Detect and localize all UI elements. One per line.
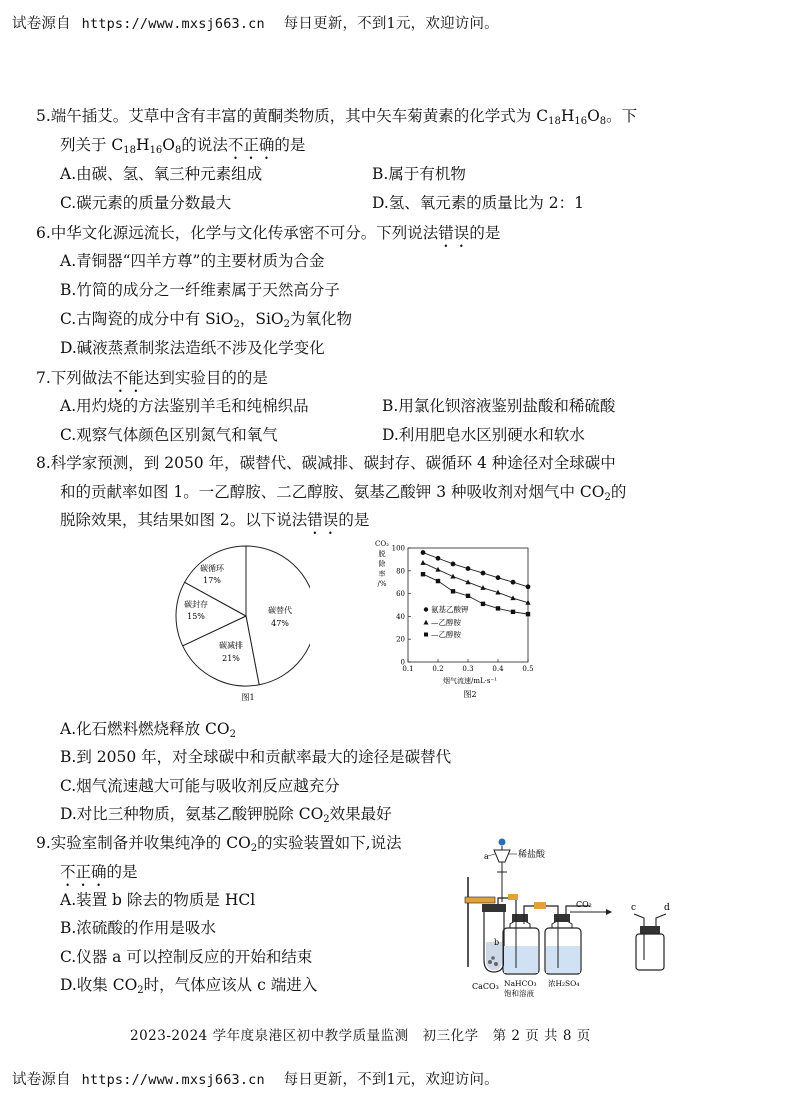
q5-option-b: B.属于有机物 <box>372 165 466 183</box>
label-caco3: CaCO₃ <box>472 982 499 991</box>
funnel-stopper-icon <box>499 839 506 846</box>
chart2-ytick-label: 0 <box>400 658 405 667</box>
figure2-caption: 图2 <box>463 690 477 699</box>
chart2-xtick-label: 0.2 <box>432 665 444 673</box>
chart2-legend-marker <box>424 620 429 625</box>
q5-option-d: D.氢、氧元素的质量比为 2：1 <box>372 194 584 212</box>
chart2-point <box>526 612 530 616</box>
q7-option-a: A.用灼烧的方法鉴别羊毛和纯棉织品 <box>60 397 309 415</box>
bottom-source-label: 试卷源自 <box>12 1072 71 1088</box>
label-nahco3: NaHCO₃ <box>504 979 537 988</box>
chart2-legend-label: 氨基乙酸钾 <box>431 605 469 614</box>
chart2-point <box>496 606 500 610</box>
bottom-slogan: 每日更新，不到1元，欢迎访问。 <box>283 1072 499 1088</box>
q8-stem-line2: 和的贡献率如图 1。一乙醇胺、二乙醇胺、氨基乙酸钾 3 种吸收剂对烟气中 $CO_2$的 <box>60 483 627 503</box>
pie-label-tanxunhuan: 碳循环 <box>200 564 224 573</box>
chart2-point <box>421 572 425 576</box>
q6-stem: 6.中华文化源远流长，化学与文化传承密不可分。下列说法错误的是 <box>36 224 501 242</box>
chart2-ytick-label: 80 <box>396 567 405 576</box>
q8-stem-line1: 8.科学家预测，到 2050 年，碳替代、碳减排、碳封存、碳循环 4 种途径对全球碳中 <box>36 454 616 472</box>
label-d: d <box>664 903 670 913</box>
chart2-legend <box>424 604 469 639</box>
apparatus-diagram <box>448 832 688 1000</box>
chart2-point <box>481 602 485 606</box>
q9-stem-line1: 9.实验室制备并收集纯净的 $CO_2$的实验装置如下,说法 <box>36 834 402 854</box>
chart2-xlabel: 烟气流速/mL·s⁻¹ <box>443 677 497 685</box>
label-c: c <box>631 903 637 913</box>
separatory-funnel-icon <box>494 850 510 862</box>
chart2-legend-label: —乙醇胺 <box>431 630 461 639</box>
q5-stem-line1: 5.端午插艾。艾草中含有丰富的黄酮类物质，其中矢车菊黄素的化学式为 $C_{18}H_{16}O_8$。下 <box>36 107 638 127</box>
q8-stem-line3: 脱除效果，其结果如图 2。以下说法错误的是 <box>60 511 370 529</box>
chart2-ytick-label: 20 <box>396 635 405 644</box>
q9-stem-line2: 不正确的是 <box>60 863 138 881</box>
label-a: a <box>484 852 489 861</box>
chart2-point <box>526 584 531 589</box>
pie-value-tantidai: 47% <box>271 619 289 628</box>
header-url[interactable]: https://www.mxsj663.cn <box>81 16 265 32</box>
chart2-point <box>436 579 440 583</box>
pie-value-tanjianpai: 21% <box>222 654 240 663</box>
label-acid: 稀盐酸 <box>518 850 546 860</box>
q8-option-a: A.化石燃料燃烧释放 $CO_2$ <box>60 720 236 740</box>
chart2-point <box>511 580 516 585</box>
label-h2so4: 浓H₂SO₄ <box>548 979 580 988</box>
chart2-xtick-label: 0.1 <box>402 665 414 673</box>
rubber-stopper-icon <box>482 904 506 912</box>
q7-option-c: C.观察气体颜色区别氮气和氧气 <box>60 426 278 444</box>
q9-option-b: B.浓硫酸的作用是吸水 <box>60 919 216 937</box>
q8-option-d: D.对比三种物质，氨基乙酸钾脱除 $CO_2$效果最好 <box>60 805 392 825</box>
clamp-icon <box>465 897 495 903</box>
q7-option-b: B.用氯化钡溶液鉴别盐酸和稀硫酸 <box>382 397 616 415</box>
chart2-ytick-label: 40 <box>396 612 405 621</box>
chart2-point <box>451 589 455 593</box>
q6-option-d: D.碱液蒸煮制浆法造纸不涉及化学变化 <box>60 339 325 357</box>
label-co2: CO₂ <box>576 900 592 909</box>
q5-stem-line2: 列关于 $C_{18}H_{16}O_8$的说法不正确的是 <box>60 136 306 156</box>
bottom-url[interactable]: https://www.mxsj663.cn <box>81 1072 265 1088</box>
pie-label-tanfengcun: 碳封存 <box>184 600 208 609</box>
q8-option-c: C.烟气流速越大可能与吸收剂反应越充分 <box>60 777 340 795</box>
q8-option-b: B.到 2050 年，对全球碳中和贡献率最大的途径是碳替代 <box>60 748 452 766</box>
page-header <box>12 12 499 33</box>
chart2-legend-marker <box>424 633 428 637</box>
chart2-ylabel-1: CO₂ <box>375 540 389 548</box>
line-chart-figure2 <box>362 536 552 706</box>
chart2-point <box>466 594 470 598</box>
header-slogan: 每日更新，不到1元，欢迎访问。 <box>283 16 499 32</box>
header-source-label: 试卷源自 <box>12 16 71 32</box>
q5-option-c: C.碳元素的质量分数最大 <box>60 194 232 212</box>
page-footer: 2023-2024 学年度泉港区初中教学质量监测 初三化学 第 2 页 共 8 页 <box>130 1028 591 1044</box>
chart2-point <box>466 566 471 571</box>
q7-option-d: D.利用肥皂水区别硬水和软水 <box>382 426 585 444</box>
q5-option-a: A.由碳、氢、氧三种元素组成 <box>60 165 263 183</box>
chart2-point <box>481 571 486 576</box>
collection-bottle-icon <box>636 934 664 970</box>
chart2-point <box>436 556 441 561</box>
q9-option-d: D.收集 $CO_2$时，气体应该从 c 端进入 <box>60 976 318 996</box>
chart2-point <box>451 562 456 567</box>
pie-chart-figure1 <box>170 540 310 705</box>
q9-option-c: C.仪器 a 可以控制反应的开始和结束 <box>60 948 313 966</box>
page-bottom-banner <box>12 1068 499 1089</box>
figure1-caption: 图1 <box>241 693 255 702</box>
label-b: b <box>494 938 500 947</box>
chart2-xtick-label: 0.4 <box>492 665 504 673</box>
pie-value-tanxunhuan: 17% <box>203 576 221 585</box>
q6-option-a: A.青铜器“四羊方尊”的主要材质为合金 <box>60 252 325 270</box>
q7-stem: 7.下列做法不能达到实验目的的是 <box>36 369 268 387</box>
pie-label-tanjianpai: 碳减排 <box>219 641 243 650</box>
label-nahco3-solution: 饱和溶液 <box>504 989 534 998</box>
chart2-legend-marker <box>424 607 428 611</box>
chart2-legend-label: —乙醇胺 <box>431 618 461 627</box>
chart2-ytick-label: 60 <box>396 590 405 599</box>
chart2-point <box>421 550 426 555</box>
chart2-point <box>511 610 515 614</box>
q6-option-b: B.竹简的成分之一纤维素属于天然高分子 <box>60 281 340 299</box>
chart2-xtick-label: 0.3 <box>462 665 474 673</box>
chart2-ylabel-4: 率 <box>378 570 386 578</box>
pie-value-tanfengcun: 15% <box>187 612 205 621</box>
chart2-ytick-label: 100 <box>391 544 405 553</box>
q9-option-a: A.装置 b 除去的物质是 HCl <box>60 891 256 909</box>
chart2-point <box>496 575 501 580</box>
pie-label-tantidai: 碳替代 <box>268 606 292 615</box>
chart2-point <box>420 560 425 565</box>
q6-option-c: C.古陶瓷的成分中有 SiO$_2$，SiO$_2$为氧化物 <box>60 310 353 330</box>
chart2-ylabel-2: 脱 <box>378 550 386 558</box>
chart2-ylabel-3: 除 <box>378 560 386 568</box>
chart2-xtick-label: 0.5 <box>522 665 534 673</box>
chart2-ylabel-5: /% <box>377 580 387 588</box>
